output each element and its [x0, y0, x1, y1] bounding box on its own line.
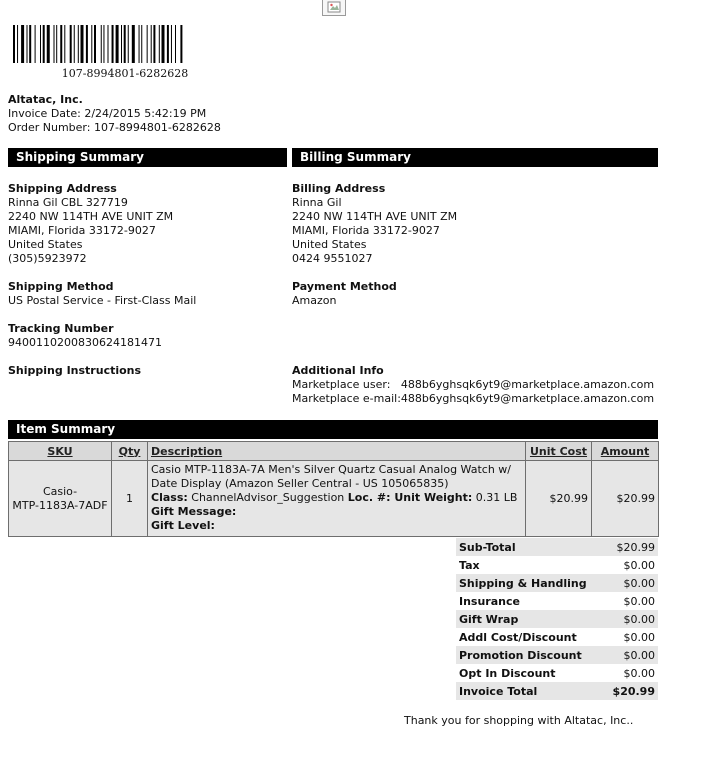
billing-address-line: Rinna Gil — [292, 196, 342, 209]
totals-label: Addl Cost/Discount — [459, 630, 577, 644]
totals-value: $20.99 — [604, 538, 658, 556]
barcode-bar — [159, 25, 160, 63]
shipping-address-line: United States — [8, 238, 83, 251]
barcode-bar — [78, 25, 79, 63]
marketplace-user: Marketplace user: 488b6yghsqk6yt9@marketplace.amazon.com — [292, 378, 655, 391]
barcode-bar — [116, 25, 119, 63]
items-header-row — [9, 442, 659, 461]
payment-method: Amazon — [292, 294, 337, 307]
barcode — [13, 25, 238, 63]
invoice-date: Invoice Date: 2/24/2015 5:42:19 PM — [8, 107, 207, 120]
order-number: Order Number: 107-8994801-6282628 — [8, 121, 221, 134]
class-value: ChannelAdvisor_Suggestion — [187, 491, 348, 504]
totals-value: $0.00 — [623, 594, 655, 608]
item-description-line: Casio MTP-1183A-7A Men's Silver Quartz Casual Analog Watch w/ — [151, 463, 511, 476]
item-amount: $20.99 — [592, 461, 659, 537]
barcode-bar — [13, 25, 15, 63]
barcode-bar — [180, 25, 182, 63]
column-header-qty[interactable]: Qty — [112, 442, 148, 461]
tracking-number: 9400110200830624181471 — [8, 336, 162, 349]
totals-row — [456, 664, 658, 682]
totals-label: Shipping & Handling — [456, 574, 604, 592]
item-class-line — [151, 491, 522, 505]
totals-row — [456, 538, 658, 556]
barcode-bar — [151, 25, 152, 63]
loc-label: Loc. #: — [347, 491, 391, 504]
gift-message-label: Gift Message: — [151, 505, 237, 518]
totals-row — [456, 592, 658, 610]
barcode-bar — [103, 25, 104, 63]
billing-address-line: 2240 NW 114TH AVE UNIT ZM — [292, 210, 458, 223]
barcode-bar — [128, 25, 129, 63]
shipping-address-line: MIAMI, Florida 33172-9027 — [8, 224, 156, 237]
billing-summary-header: Billing Summary — [292, 148, 658, 167]
billing-address-label: Billing Address — [292, 182, 386, 195]
totals-row — [456, 556, 658, 574]
barcode-bar — [21, 25, 24, 63]
shipping-address-label: Shipping Address — [8, 182, 117, 195]
barcode-bar — [81, 25, 84, 63]
totals-label: Sub-Total — [456, 538, 604, 556]
shipping-address-line: Rinna Gil CBL 327719 — [8, 196, 128, 209]
barcode-bar — [43, 25, 45, 63]
unit-weight-label: Unit Weight: — [390, 491, 473, 504]
barcode-bar — [124, 25, 126, 63]
shipping-instructions-label: Shipping Instructions — [8, 364, 142, 377]
barcode-bar — [147, 25, 148, 63]
barcode-bar — [70, 25, 72, 63]
barcode-bar — [64, 25, 65, 63]
barcode-bar — [86, 25, 88, 63]
totals-value: $0.00 — [623, 666, 655, 680]
tracking-number-label: Tracking Number — [8, 322, 114, 335]
class-label: Class: — [151, 491, 188, 504]
barcode-bar — [17, 25, 18, 63]
barcode-bar — [167, 25, 169, 63]
thank-you-message: Thank you for shopping with Altatac, Inc.. — [404, 714, 634, 727]
shipping-summary-header: Shipping Summary — [8, 148, 287, 167]
column-header-description[interactable]: Description — [148, 442, 526, 461]
gift-level-label: Gift Level: — [151, 519, 215, 532]
totals-value: $0.00 — [604, 610, 658, 628]
barcode-bar — [108, 25, 109, 63]
totals-row — [456, 610, 658, 628]
barcode-bar — [40, 25, 41, 63]
item-summary-header: Item Summary — [8, 420, 658, 439]
totals-table — [456, 538, 658, 700]
barcode-bar — [171, 25, 172, 63]
column-header-amount[interactable]: Amount — [592, 442, 659, 461]
barcode-bar — [91, 25, 92, 63]
barcode-bar — [112, 25, 114, 63]
invoice-total-label: Invoice Total — [456, 682, 604, 700]
totals-label: Gift Wrap — [456, 610, 604, 628]
barcode-bar — [56, 25, 57, 63]
barcode-bar — [153, 25, 155, 63]
barcode-bar — [27, 25, 28, 63]
additional-info-label: Additional Info — [292, 364, 384, 377]
shipping-method-label: Shipping Method — [8, 280, 114, 293]
item-sku-line: MTP-1183A-7ADF — [12, 498, 108, 512]
barcode-bar — [54, 25, 55, 63]
barcode-bar — [74, 25, 75, 63]
totals-label: Promotion Discount — [456, 646, 604, 664]
company-name: Altatac, Inc. — [8, 93, 83, 106]
barcode-bar — [29, 25, 31, 63]
totals-row — [456, 646, 658, 664]
column-header-unit-cost[interactable]: Unit Cost — [526, 442, 592, 461]
item-description-line: Date Display (Amazon Seller Central - US 105065835) — [151, 477, 449, 490]
item-sku — [9, 461, 112, 537]
totals-label: Tax — [459, 558, 480, 572]
barcode-bar — [47, 25, 50, 63]
totals-value: $0.00 — [604, 574, 658, 592]
shipping-phone: (305)5923972 — [8, 252, 87, 265]
billing-address-line: MIAMI, Florida 33172-9027 — [292, 224, 440, 237]
barcode-number: 107-8994801-6282628 — [61, 67, 189, 80]
totals-label: Opt In Discount — [459, 666, 556, 680]
marketplace-email: Marketplace e-mail:488b6yghsqk6yt9@marketplace.amazon.com — [292, 392, 655, 405]
shipping-method: US Postal Service - First-Class Mail — [8, 294, 197, 307]
broken-image-icon — [322, 0, 346, 16]
barcode-bar — [139, 25, 140, 63]
unit-weight-value: 0.31 LB — [472, 491, 518, 504]
barcode-bar — [121, 25, 122, 63]
payment-method-label: Payment Method — [292, 280, 397, 293]
totals-row — [456, 628, 658, 646]
barcode-bar — [175, 25, 176, 63]
billing-phone: 0424 9551027 — [292, 252, 373, 265]
totals-label: Insurance — [459, 594, 520, 608]
shipping-address-line: 2240 NW 114TH AVE UNIT ZM — [8, 210, 174, 223]
item-unit-cost: $20.99 — [526, 461, 592, 537]
invoice-total-row — [456, 682, 658, 700]
barcode-bar — [162, 25, 165, 63]
item-description — [148, 461, 526, 537]
barcode-bar — [101, 25, 102, 63]
item-sku-line: Casio- — [42, 484, 78, 498]
invoice-total-value: $20.99 — [604, 682, 658, 700]
barcode-bar — [35, 25, 36, 63]
table-row — [9, 461, 659, 537]
barcode-bar — [94, 25, 96, 63]
totals-value: $0.00 — [604, 646, 658, 664]
barcode-bar — [132, 25, 135, 63]
column-header-sku[interactable]: SKU — [9, 442, 112, 461]
totals-value: $0.00 — [623, 630, 655, 644]
item-qty: 1 — [112, 461, 148, 537]
totals-row — [456, 574, 658, 592]
barcode-bar — [60, 25, 62, 63]
totals-value: $0.00 — [623, 558, 655, 572]
billing-address-line: United States — [292, 238, 367, 251]
barcode-bar — [141, 25, 142, 63]
items-table — [8, 441, 659, 537]
